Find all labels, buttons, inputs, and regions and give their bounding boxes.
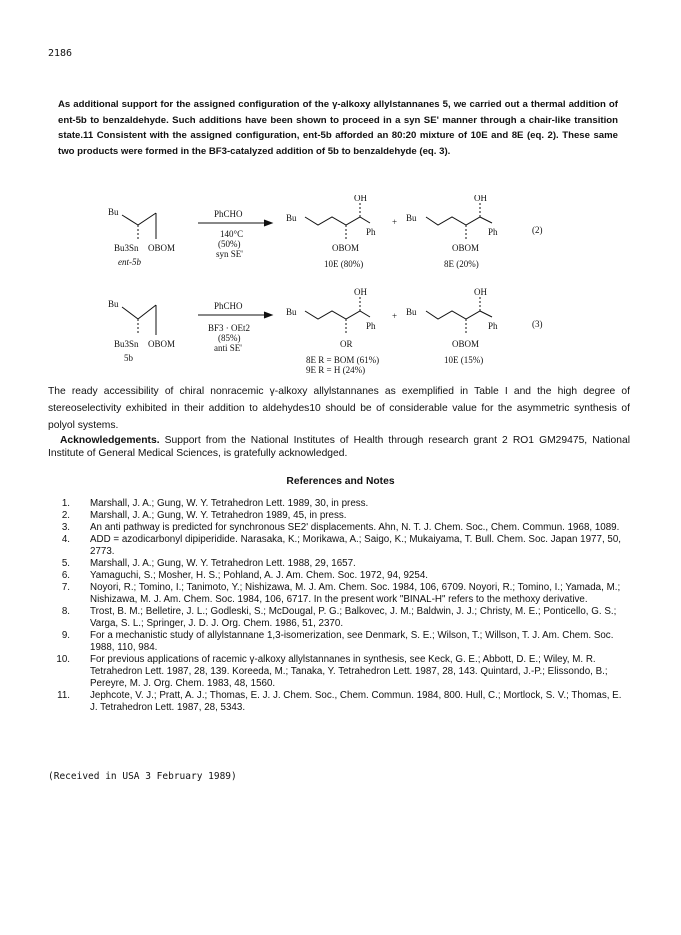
reference-number: 3. [61, 522, 70, 533]
page-number: 2186 [48, 48, 73, 59]
eq3-p2-oh: OH [474, 287, 487, 297]
eq2-sm-sn: Bu3Sn [114, 243, 139, 253]
eq2-p1-bu: Bu [286, 213, 297, 223]
eq3-condition-yield: (85%) [218, 333, 241, 343]
eq3-p2-obom: OBOM [452, 339, 480, 349]
reference-number: 4. [61, 534, 70, 545]
reference-item [48, 570, 630, 582]
reference-number: 11. [57, 690, 70, 701]
reference-number: 6. [61, 570, 70, 581]
reference-text: For previous applications of racemic γ-alkoxy allylstannanes in synthesis, see Keck, G. E.; Abbott, D. E.; Wiley, M. R. Tetrahedron Lett. 1987, 28, 139. Koreeda, M.; Tanaka, Y. Tetrahedron Lett. 1987, 28, 143. Quintard, J.-P.; Elissondo, B.; Pereyre, M. J. Org. Chem. 1983, 48, 1560. [90, 654, 608, 689]
reference-item [48, 606, 630, 630]
paragraph-configuration-support: As additional support for the assigned configuration of the γ-alkoxy allylstannanes 5, we carried out a thermal addition of ent-5b to benzaldehyde. Such additions have been shown to proceed in a syn SE' manner through a chair-like transition state.11 Consistent with the assigned configuration, ent-5b afforded an 80:20 mixture of 10E and 8E (eq. 2). These same two products were formed in the BF3-catalyzed addition of 5b to benzaldehyde (eq. 3). [58, 99, 618, 157]
eq2-product1-bonds [305, 217, 370, 225]
reference-text: Trost, B. M.; Belletire, J. L.; Godleski, S.; McDougal, P. G.; Balkovec, J. M.; Baldwin, J. J.; Christy, M. E.; Ponticello, G. S.; Varga, S. L.; Springer, J. D. J. Org. Chem. 1986, 51, 2370. [90, 606, 617, 629]
eq2-sm-label: ent-5b [118, 257, 141, 267]
eq3-p1-ph: Ph [366, 321, 376, 331]
reference-item [48, 690, 630, 714]
eq3-sm-sn: Bu3Sn [114, 339, 139, 349]
eq3-p1-label-9e: 9E R = H (24%) [306, 365, 366, 375]
eq3-sm-bonds [122, 305, 156, 319]
reference-number: 7. [61, 582, 70, 593]
eq3-sm-label: 5b [124, 353, 133, 363]
reference-number: 5. [61, 558, 70, 569]
eq3-sm-bu: Bu [108, 299, 119, 309]
references-list [48, 498, 630, 714]
eq3-p1-bu: Bu [286, 307, 297, 317]
reaction-scheme [100, 195, 620, 380]
acknowledgements-text: Support from the National Institutes of Health through research grant 2 RO1 GM29475, National Institute of General Medical Sciences, is gratefully acknowledged. [48, 435, 630, 459]
eq2-p2-oh: OH [474, 195, 487, 203]
reference-item [48, 510, 630, 522]
acknowledgements [48, 434, 630, 460]
eq2-p2-label: 8E (20%) [444, 259, 479, 269]
eq3-p1-or: OR [340, 339, 353, 349]
reference-text: For a mechanistic study of allylstannane 1,3-isomerization, see Denmark, S. E.; Wilson, T.; Willson, T. J. Am. Chem. Soc. 1988, 110, 984. [90, 630, 614, 653]
reference-text: ADD = azodicarbonyl dipiperidide. Narasaka, K.; Morikawa, A.; Saigo, K.; Mukaiyama, T. Bull. Chem. Soc. Japan 1977, 50, 2773. [90, 534, 622, 557]
scheme-drawing [100, 195, 620, 380]
eq2-condition-yield: (50%) [218, 239, 241, 249]
eq3-p2-label: 10E (15%) [444, 355, 484, 365]
eq2-p1-obom: OBOM [332, 243, 360, 253]
eq2-product2-bonds [426, 217, 492, 225]
eq3-p1-label-8e: 8E R = BOM (61%) [306, 355, 380, 365]
reference-item [48, 654, 630, 690]
eq2-p1-label: 10E (80%) [324, 259, 364, 269]
reference-text: Yamaguchi, S.; Mosher, H. S.; Pohland, A. J. Am. Chem. Soc. 1972, 94, 9254. [90, 570, 428, 581]
eq2-condition-temp: 140°C [220, 229, 244, 239]
reference-text: Marshall, J. A.; Gung, W. Y. Tetrahedron 1989, 45, in press. [90, 510, 347, 521]
reference-text: An anti pathway is predicted for synchronous SE2' displacements. Ahn, N. T. J. Chem. Soc., Chem. Commun. 1968, 1089. [90, 522, 620, 533]
paragraph-conclusion: The ready accessibility of chiral nonracemic γ-alkoxy allylstannanes as exemplified in Table I and the high degree of stereoselectivity exhibited in their addition to aldehydes10 should be of considerable value for the asymmetric synthesis of polyol systems. [48, 386, 630, 431]
reference-item [48, 522, 630, 534]
eq3-product1-bonds [305, 311, 370, 319]
reference-item [48, 498, 630, 510]
reference-item [48, 558, 630, 570]
reference-item [48, 534, 630, 558]
received-date: (Received in USA 3 February 1989) [48, 771, 237, 782]
eq2-condition-mode: syn SE' [216, 249, 243, 259]
eq2-sm-obom: OBOM [148, 243, 176, 253]
eq3-sm-obom: OBOM [148, 339, 176, 349]
reference-number: 8. [61, 606, 70, 617]
reference-text: Marshall, J. A.; Gung, W. Y. Tetrahedron Lett. 1988, 29, 1657. [90, 558, 356, 569]
eq3-product2-bonds [426, 311, 492, 319]
eq3-condition-catalyst: BF3 · OEt2 [208, 323, 251, 333]
acknowledgements-heading: Acknowledgements. [60, 435, 160, 446]
eq2-plus: + [392, 217, 398, 227]
eq2-p1-oh: OH [354, 195, 367, 203]
eq3-plus: + [392, 311, 398, 321]
eq2-reagent: PhCHO [214, 209, 243, 219]
eq2-sm-bonds [122, 213, 156, 225]
reference-number: 1. [61, 498, 70, 509]
reference-text: Jephcote, V. J.; Pratt, A. J.; Thomas, E. J. J. Chem. Soc., Chem. Commun. 1984, 800. Hull, C.; Mortlock, S. V.; Thomas, E. J. Tetrahedron Lett. 1987, 28, 5343. [90, 690, 622, 713]
reference-text: Marshall, J. A.; Gung, W. Y. Tetrahedron Lett. 1989, 30, in press. [90, 498, 369, 509]
eq3-number: (3) [532, 319, 543, 329]
eq3-reagent: PhCHO [214, 301, 243, 311]
eq3-condition-mode: anti SE' [214, 343, 242, 353]
eq3-p1-oh: OH [354, 287, 367, 297]
reference-number: 9. [61, 630, 70, 641]
eq3-p2-ph: Ph [488, 321, 498, 331]
references-heading: References and Notes [286, 476, 395, 487]
reference-number: 10. [56, 654, 70, 665]
eq2-sm-bu: Bu [108, 207, 119, 217]
reference-item [48, 582, 630, 606]
reference-number: 2. [61, 510, 70, 521]
reference-item [48, 630, 630, 654]
eq2-number: (2) [532, 225, 543, 235]
eq2-p2-ph: Ph [488, 227, 498, 237]
eq2-p1-ph: Ph [366, 227, 376, 237]
eq2-p2-bu: Bu [406, 213, 417, 223]
eq2-p2-obom: OBOM [452, 243, 480, 253]
reference-text: Noyori, R.; Tomino, I.; Tanimoto, Y.; Nishizawa, M. J. Am. Chem. Soc. 1984, 106, 6709. Noyori, R.; Tomino, I.; Yamada, M.; Nishizawa, M. J. Am. Chem. Soc. 1984, 106, 6717. In the present work "BINAL-H" refers to the methoxy derivative. [90, 582, 621, 605]
eq3-p2-bu: Bu [406, 307, 417, 317]
